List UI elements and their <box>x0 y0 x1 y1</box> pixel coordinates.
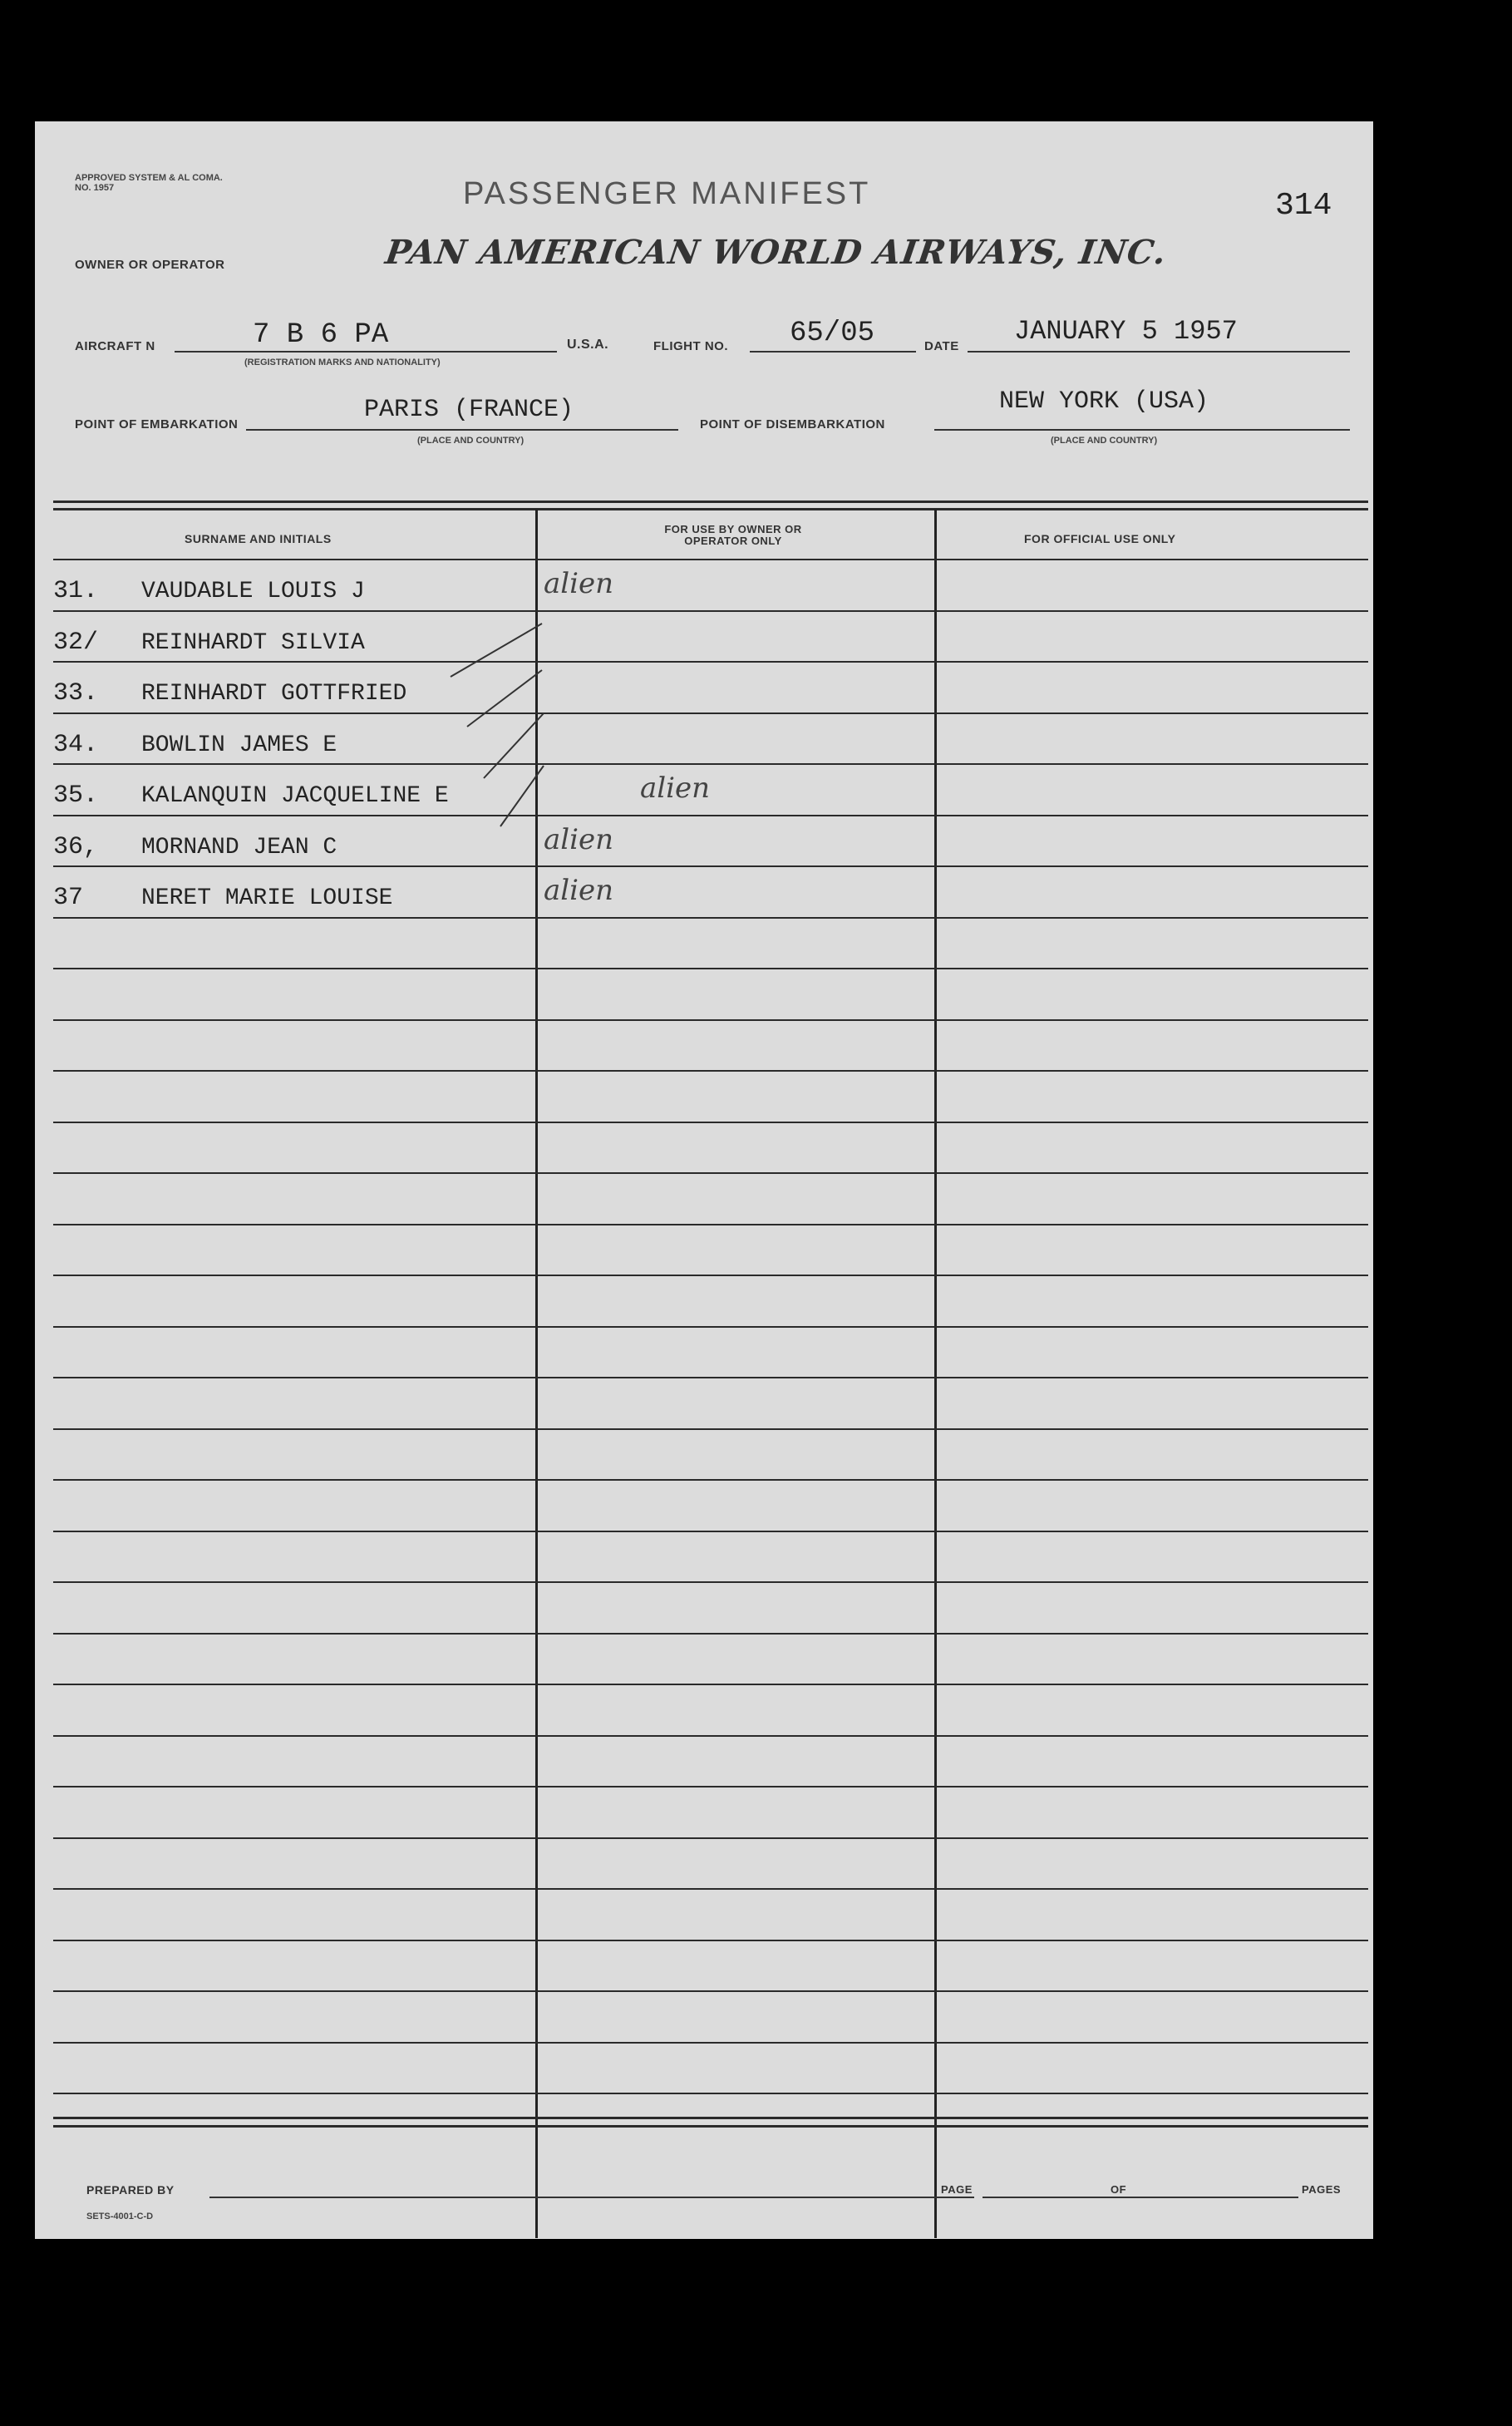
disembark-label: POINT OF DISEMBARKATION <box>700 417 885 431</box>
operator-note: alien <box>544 567 614 600</box>
aircraft-caption: (REGISTRATION MARKS AND NATIONALITY) <box>244 357 441 367</box>
approved-stamp: APPROVED SYSTEM & AL COMA. NO. 1957 <box>75 173 223 193</box>
passenger-name: MORNAND JEAN C <box>141 835 337 860</box>
table-bottom-rule-2 <box>53 2125 1368 2128</box>
owner-label: OWNER OR OPERATOR <box>75 258 225 272</box>
page-number: 314 <box>1275 188 1332 224</box>
pages-label: PAGES <box>1302 2183 1342 2196</box>
row-number: 31. <box>53 577 99 605</box>
row-number: 37 <box>53 884 84 912</box>
manifest-page <box>35 121 1373 2239</box>
embark-caption: (PLACE AND COUNTRY) <box>417 436 525 446</box>
row-number: 32/ <box>53 629 99 657</box>
col-header-owner: FOR USE BY OWNER OR OPERATOR ONLY <box>664 523 802 547</box>
embark-value: PARIS (FRANCE) <box>364 396 574 424</box>
pen-stroke-2 <box>467 670 542 727</box>
pen-stroke-4 <box>500 766 544 826</box>
date-value: JANUARY 5 1957 <box>1014 316 1238 347</box>
flight-value: 65/05 <box>790 318 875 349</box>
prepared-label: PREPARED BY <box>86 2183 175 2197</box>
aircraft-value: 7 B 6 PA <box>253 319 389 351</box>
pen-marks <box>35 121 1373 2239</box>
passenger-name: KALANQUIN JACQUELINE E <box>141 783 449 809</box>
disembark-caption: (PLACE AND COUNTRY) <box>1051 436 1158 446</box>
passenger-name: NERET MARIE LOUISE <box>141 885 393 911</box>
passenger-name: BOWLIN JAMES E <box>141 732 337 758</box>
of-label: OF <box>1111 2183 1127 2196</box>
row-number: 33. <box>53 679 99 708</box>
date-label: DATE <box>924 339 959 353</box>
flight-label: FLIGHT NO. <box>653 339 728 353</box>
passenger-name: VAUDABLE LOUIS J <box>141 579 365 604</box>
page-label: PAGE <box>941 2183 973 2196</box>
operator-note: alien <box>544 874 614 907</box>
pen-stroke-3 <box>484 713 544 778</box>
passenger-name: REINHARDT GOTTFRIED <box>141 681 407 707</box>
pen-stroke-1 <box>451 624 542 677</box>
operator-note: alien <box>640 772 711 805</box>
row-number: 35. <box>53 782 99 810</box>
col-header-names: SURNAME AND INITIALS <box>185 532 332 545</box>
airline-name: PAN AMERICAN WORLD AIRWAYS, INC. <box>382 233 1170 272</box>
page-title: PASSENGER MANIFEST <box>463 176 871 211</box>
disembark-value: NEW YORK (USA) <box>999 387 1209 416</box>
passenger-name: REINHARDT SILVIA <box>141 630 365 656</box>
aircraft-label: AIRCRAFT N <box>75 339 155 353</box>
row-number: 34. <box>53 731 99 759</box>
operator-note: alien <box>544 823 614 856</box>
country-label: U.S.A. <box>567 338 609 352</box>
embark-label: POINT OF EMBARKATION <box>75 417 239 431</box>
form-code: SETS-4001-C-D <box>86 2212 154 2221</box>
col-header-official: FOR OFFICIAL USE ONLY <box>1024 532 1176 545</box>
row-number: 36, <box>53 833 99 861</box>
table-bottom-rule-1 <box>53 2117 1368 2119</box>
